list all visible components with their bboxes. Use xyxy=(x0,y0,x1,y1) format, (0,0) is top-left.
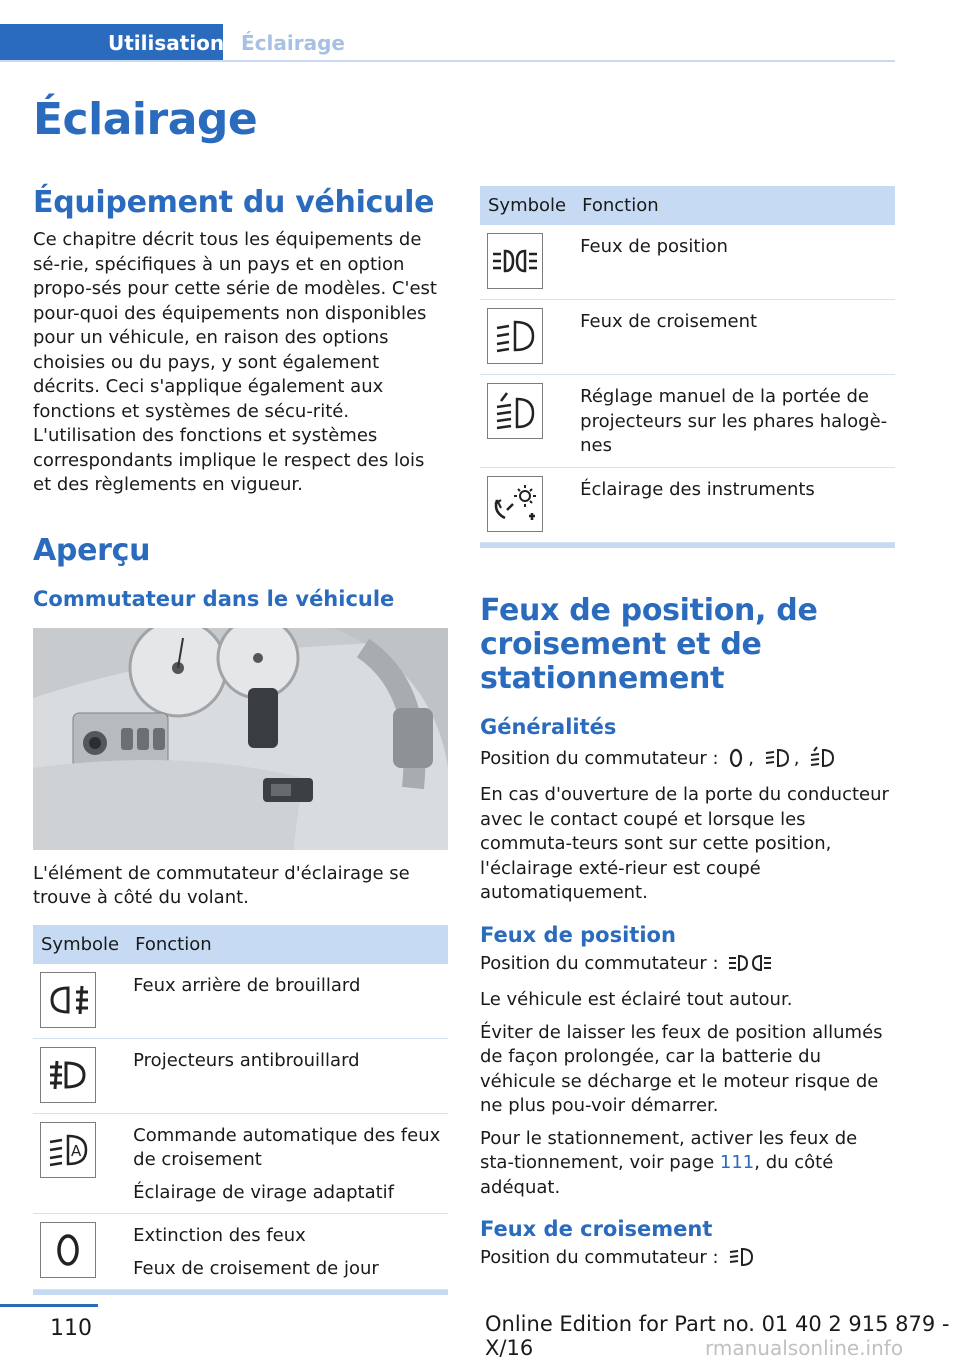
parking-light-icon xyxy=(487,233,543,289)
left-symbol-table xyxy=(33,925,448,1291)
low-beam-icon xyxy=(487,308,543,364)
lowbeam-position-line xyxy=(480,1246,895,1275)
page-link[interactable]: 111 xyxy=(719,1152,755,1173)
page-title: Éclairage xyxy=(33,94,258,145)
lights-off-icon xyxy=(40,1222,96,1278)
parking-position-line xyxy=(480,952,895,981)
subsection-title-general: Généralités xyxy=(480,714,617,739)
row-text: Réglage manuel de la portée de projecteurs sur les phares halogè-nes xyxy=(580,386,888,456)
table-header-function: Fonction xyxy=(127,925,448,964)
front-fog-light-icon xyxy=(40,1047,96,1103)
dashboard-illustration xyxy=(33,628,448,850)
parking-paragraph-2: Éviter de laisser les feux de position allumés de façon prolongée, car la batterie du véhicule se décharge et le moteur risque de ne plus pou-voir démarrer. xyxy=(480,1021,883,1116)
page-number: 110 xyxy=(50,1316,92,1341)
table-header-symbol: Symbole xyxy=(33,925,127,964)
right-column xyxy=(480,186,895,1275)
section-title-equipment: Équipement du véhicule xyxy=(33,185,435,220)
parking-light-icon xyxy=(728,953,772,981)
table-header-symbol: Symbole xyxy=(480,186,574,225)
lights-off-icon xyxy=(728,748,744,776)
section-title-overview: Aperçu xyxy=(33,532,151,568)
headlight-range-icon xyxy=(809,746,835,776)
row-text: Éclairage des instruments xyxy=(580,478,815,500)
position-label: Position du commutateur : xyxy=(480,747,719,769)
parking-paragraph-3 xyxy=(480,1127,895,1201)
table-row xyxy=(33,1038,448,1113)
section-title-lights: Feux de position, de croisement et de stationnement xyxy=(480,592,818,696)
table-bottom-rule xyxy=(33,1290,448,1295)
separator: , xyxy=(748,747,755,769)
table-header-function: Fonction xyxy=(574,186,895,225)
position-label: Position du commutateur : xyxy=(480,1247,719,1268)
svg-text:A: A xyxy=(71,1141,82,1160)
general-position-line xyxy=(480,746,895,776)
general-paragraph: En cas d'ouverture de la porte du conducteur avec le contact coupé et lorsque les commuta-teurs sont sur cette position, l'éclairage exté-rieur est coupé automatiquement. xyxy=(480,784,889,903)
table-row xyxy=(33,964,448,1039)
table-row xyxy=(480,375,895,468)
row-text: Feux de croisement de jour xyxy=(133,1257,379,1279)
equipment-paragraph: Ce chapitre décrit tous les équipements de sé-rie, spécifiques à un pays et en option propo-sés pour cette série de modèles. C'est pour-quoi des équipements non disponibles pour un véhicule, en raison des options choisies ou du pays, y sont également décrits. Ceci s'applique également aux fonctions et systèmes de sécu-rité. L'utilisation des fonctions et systèmes correspondants implique le respect des lois et des règlements en vigueur. xyxy=(33,229,437,495)
table-row xyxy=(480,225,895,300)
parking-text: Pour le stationnement, activer les feux de sta-tionnement, voir page xyxy=(480,1127,858,1173)
auto-headlight-icon xyxy=(40,1122,96,1178)
photo-caption: L'élément de commutateur d'éclairage se trouve à côté du volant. xyxy=(33,862,410,908)
row-text: Projecteurs antibrouillard xyxy=(133,1049,360,1071)
separator: , xyxy=(793,747,800,769)
position-label: Position du commutateur : xyxy=(480,952,719,974)
table-row xyxy=(480,300,895,375)
row-text: Extinction des feux xyxy=(133,1225,306,1246)
table-row xyxy=(33,1113,448,1214)
left-column xyxy=(33,182,448,1295)
row-text: Commande automatique des feux de croisement xyxy=(133,1124,441,1170)
low-beam-icon xyxy=(728,1247,754,1275)
header-rule xyxy=(0,60,895,62)
footer-rule xyxy=(0,1304,98,1307)
row-text: Feux arrière de brouillard xyxy=(133,974,361,996)
tab-utilisation[interactable]: Utilisation xyxy=(0,24,223,62)
subsection-title-parking: Feux de position xyxy=(480,922,676,947)
rear-fog-light-icon xyxy=(40,972,96,1028)
low-beam-icon xyxy=(764,748,790,776)
table-row xyxy=(33,1214,448,1290)
table-row xyxy=(480,467,895,542)
headlight-range-icon xyxy=(487,383,543,439)
footer-edition: Online Edition for Part no. 01 40 2 915 879 - X/16 xyxy=(485,1312,950,1360)
instrument-lighting-icon xyxy=(487,476,543,532)
row-text: Éclairage de virage adaptatif xyxy=(133,1181,395,1203)
parking-text: , du côté adéquat. xyxy=(480,1152,834,1198)
dashboard-switch-photo xyxy=(33,628,448,850)
subsection-title-lowbeam: Feux de croisement xyxy=(480,1217,713,1241)
right-symbol-table xyxy=(480,186,895,543)
table-bottom-rule xyxy=(480,543,895,548)
row-text: Feux de croisement xyxy=(580,311,758,332)
watermark: rmanualsonline.info xyxy=(705,1336,904,1360)
row-text: Feux de position xyxy=(580,236,728,257)
subsection-title-switch: Commutateur dans le véhicule xyxy=(33,586,395,611)
tab-eclairage[interactable]: Éclairage xyxy=(241,31,345,55)
parking-paragraph-1: Le véhicule est éclairé tout autour. xyxy=(480,989,793,1010)
